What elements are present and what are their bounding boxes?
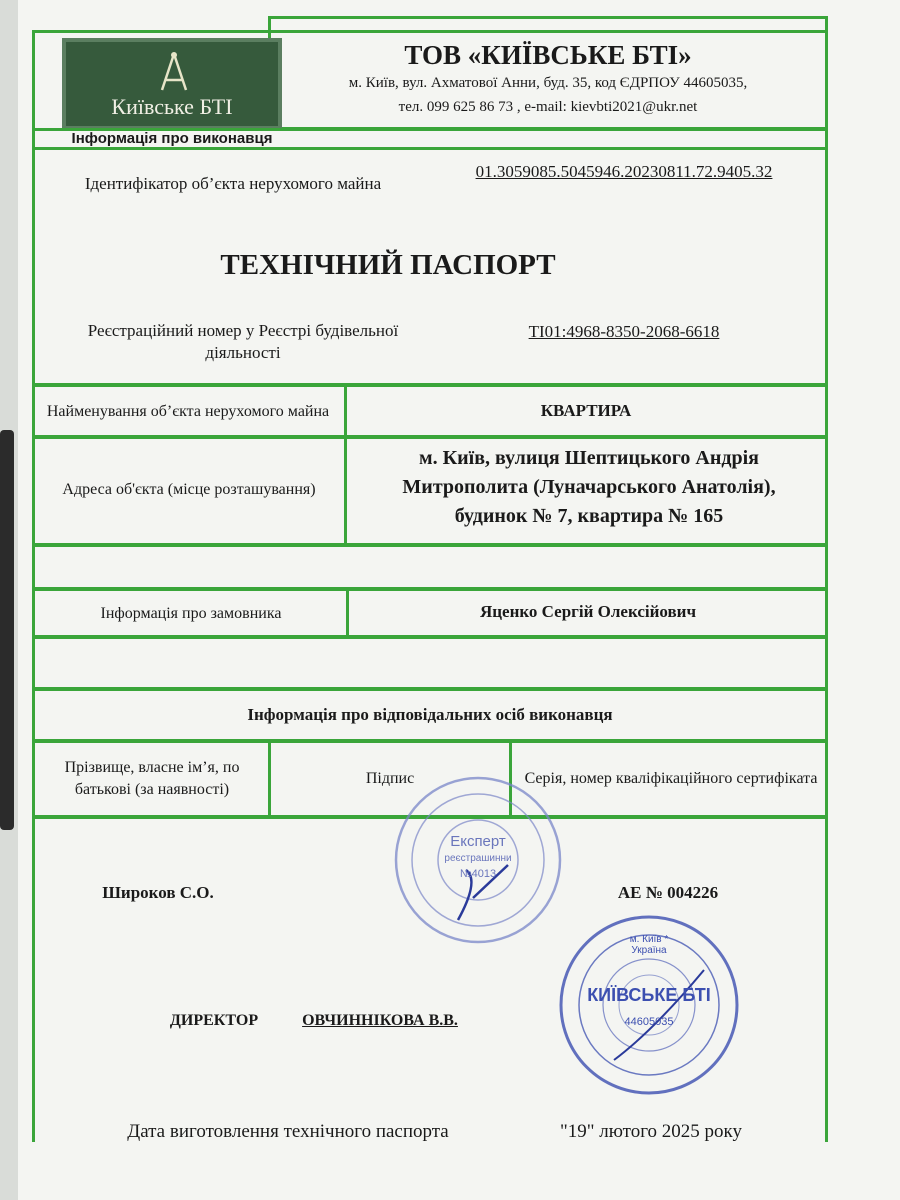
date-value: "19" лютого 2025 року <box>559 1121 743 1142</box>
binder-strip <box>0 430 14 830</box>
expert-stamp-text: Експерт <box>450 832 506 850</box>
empty-row-2 <box>32 636 828 690</box>
customer-label: Інформація про замовника <box>100 605 282 622</box>
logo-text: Київське БТІ <box>111 94 233 119</box>
address-value: м. Київ, вулиця Шептицького Андрія Митрополита (Луначарського Анатолія), будинок № 7, квартира № 165 <box>402 446 776 527</box>
responsible-certificate: АЕ № 004226 <box>617 883 719 902</box>
seal-code-text: 44605035 <box>624 1016 674 1028</box>
company-logo <box>62 38 282 130</box>
director-name: ОВЧИННІКОВА В.В. <box>302 1012 458 1029</box>
company-address: м. Київ, вул. Ахматової Анни, буд. 35, код ЄДРПОУ 44605035, <box>348 74 748 91</box>
identifier-label: Ідентифікатор об’єкта нерухомого майна <box>84 174 382 193</box>
expert-stamp <box>388 770 568 950</box>
column-certificate-header: Серія, номер кваліфікаційного сертифіката <box>524 770 818 787</box>
document-title: ТЕХНІЧНИЙ ПАСПОРТ <box>220 248 556 281</box>
logo-caption: Інформація про виконавця <box>71 130 273 147</box>
column-signature-header: Підпис <box>365 770 415 787</box>
seal-top-text: м. Київ * Україна <box>629 934 669 956</box>
empty-row-1 <box>32 544 828 590</box>
responsible-heading: Інформація про відповідальних осіб виконавця <box>247 705 613 724</box>
company-seal <box>554 910 744 1100</box>
compass-logo-icon <box>154 50 194 94</box>
object-name-label: Найменування об’єкта нерухомого майна <box>46 403 330 420</box>
customer-value: Яценко Сергій Олексійович <box>479 602 697 621</box>
company-name: ТОВ «КИЇВСЬКЕ БТІ» <box>404 39 692 70</box>
identifier-value: 01.3059085.5045946.20230811.72.9405.32 <box>475 162 773 181</box>
document-page <box>18 0 900 1200</box>
responsible-person: Широков С.О. <box>102 883 214 902</box>
registry-value: ТІ01:4968-8350-2068-6618 <box>528 322 720 341</box>
expert-stamp-number: №4013 <box>459 868 497 880</box>
seal-company-text: КИЇВСЬКЕ БТІ <box>587 984 711 1005</box>
director-label: ДИРЕКТОР <box>169 1012 259 1029</box>
company-contacts: тел. 099 625 86 73 , e-mail: kievbti2021@ukr.net <box>398 98 698 115</box>
object-name-value: КВАРТИРА <box>540 401 632 420</box>
registry-label: Реєстраційний номер у Реєстрі будівельної діяльності <box>87 321 399 362</box>
column-name-header: Прізвище, власне ім’я, по батькові (за наявності) <box>64 759 240 798</box>
expert-stamp-subtext: реєстрашинни <box>444 852 512 864</box>
address-label: Адреса об'єкта (місце розташування) <box>62 481 316 498</box>
date-label: Дата виготовлення технічного паспорта <box>127 1121 449 1142</box>
